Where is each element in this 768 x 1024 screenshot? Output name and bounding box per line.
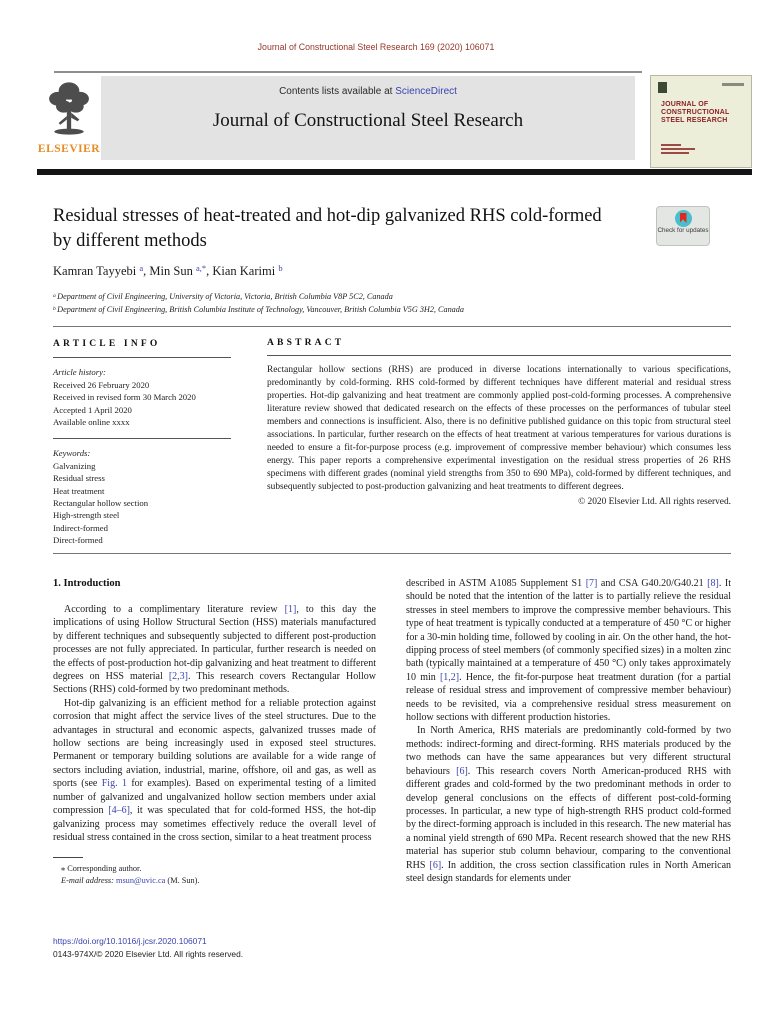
inline-link[interactable]: a,* <box>195 263 207 274</box>
affiliation <box>53 304 693 317</box>
corresponding-author-note <box>53 863 376 875</box>
text-segment: . It should be noted that the intention of the latter is to partially relieve the residual stresses in steel members to improve the compressive member behaviours. This type of heat treatment is typically conducted at a temperature of 450 °C or higher for a 30-min holding time, followed by cooling in air. On the other hand, the hot-dipping process of steel members (of commonly specified sizes) in a molten zinc bath (typically maintained at a temperature of 450 °C) only takes approximately 10 min <box>406 578 731 683</box>
sciencedirect-link[interactable]: ScienceDirect <box>395 86 457 97</box>
text-segment: . This research covers Rectangular Hollow Sections (RHS) cold-formed by two predominant methods. <box>53 671 377 696</box>
text-segment: E-mail address: <box>61 875 116 885</box>
article-info-rule <box>53 357 231 358</box>
cover-line <box>661 148 695 150</box>
inline-link[interactable]: a <box>139 263 144 274</box>
text-segment: , Min Sun <box>143 264 196 278</box>
journal-title: Journal of Constructional Steel Research <box>212 110 524 131</box>
copyright-line: © 2020 Elsevier Ltd. All rights reserved. <box>578 497 731 507</box>
paragraph <box>406 577 731 724</box>
info-section-top-rule <box>53 326 731 327</box>
text-segment: ⁎ Corresponding author. <box>61 864 142 874</box>
check-for-updates-badge[interactable] <box>656 206 710 246</box>
keywords-rule <box>53 438 231 439</box>
text-segment: In North America, RHS materials are predominantly cold-formed by two methods: indirect-forming and direct-forming. RHS materials produced by the two methods can have the same appearances but very different structural behaviours <box>406 725 731 777</box>
affiliations <box>53 291 693 317</box>
right-paragraphs <box>406 577 731 885</box>
paragraph <box>53 697 376 844</box>
cover-title: JOURNAL OF CONSTRUCTIONAL STEEL RESEARCH <box>661 101 730 124</box>
article-title: Residual stresses of heat-treated and hot-dip galvanized RHS cold-formed by different methods <box>53 206 602 251</box>
keyword-item: Rectangular hollow section <box>53 498 149 509</box>
abstract-text: Rectangular hollow sections (RHS) are produced in diverse locations internationally to various specifications, predominantly by cold-forming. RHS cold-formed by different techniques have different material and residual stress properties. Hot-dip galvanizing and heat treatment are commonly applied post-cold-forming processes. A comprehensive literature review showed that dedicated research on the effects of these processes on the performances of tubular steel members and connections is insufficient. Also, there is no definitive published guidance on this topic from structural steel associations. In particular, further research on the effects of heat treatment at various temperatures for various durations is needed to ensure a fit-for-purpose process (e.g. improvement of compressive member behaviour) which consumes less energy. This paper reports a comprehensive experimental investigation on the residual stress properties of 26 RHS specimens with different grades (nominal yield strengths from 350 to 690 MPa), cold-formed by different techniques, and subsequently subjected to post-production galvanizing and heat treatments to different degrees. <box>267 365 731 492</box>
keyword-item: Residual stress <box>53 473 105 484</box>
text-segment: . Hence, the fit-for-purpose heat treatment duration (for a partial release of residual stress and improvement of compressive member behaviour) needs to be revisited, via a comprehensive residual stress measurement on hollow sections with different production histories. <box>406 671 731 724</box>
text-segment: . This research covers North American-produced RHS with different grades and cold-formed by the two predominant methods in order to develop general conclusions on the effects of different post-cold-forming processes. In particular, a new type of high-strength RHS product cold-formed by the direct-forming approach is included in this research. The new material has a nominal yield strength of 690 MPa. Recent research showed that the new RHS material has superior stub column behaviour, comparing to the conventional RHS <box>406 765 731 871</box>
right-column <box>406 577 731 886</box>
inline-link[interactable]: Fig. 1 <box>101 778 127 790</box>
history-item: Available online xxxx <box>53 417 130 428</box>
elsevier-tree-icon <box>43 78 95 142</box>
text-segment: , it was speculated that for cold-formed HSS, the hot-dip galvanizing process may sometimes effectively reduce the overall level of residual stress contained in the cross section, similar to a heat treatment process <box>53 805 377 843</box>
inline-link[interactable]: [6] <box>429 859 442 871</box>
cover-line <box>661 144 681 146</box>
inline-link[interactable]: [8] <box>707 578 719 589</box>
text-segment: b <box>53 305 58 312</box>
authors-line <box>53 264 653 279</box>
inline-link[interactable]: b <box>278 263 283 274</box>
cover-line <box>661 152 689 154</box>
affiliation <box>53 291 693 304</box>
paragraph <box>406 724 731 885</box>
journal-citation: Journal of Constructional Steel Research 169 (2020) 106071 <box>257 42 495 52</box>
inline-link[interactable]: msun@uvic.ca <box>116 875 166 885</box>
contents-line <box>101 86 635 97</box>
info-section-bottom-rule <box>53 553 731 554</box>
body-columns <box>53 577 731 886</box>
keyword-item: Heat treatment <box>53 485 105 496</box>
bookmark-icon <box>680 213 687 223</box>
left-column <box>53 577 376 886</box>
check-updates-icon <box>675 210 692 227</box>
inline-link[interactable]: [6] <box>456 765 468 777</box>
issn-line: 0143-974X/© 2020 Elsevier Ltd. All rights reserved. <box>53 948 244 959</box>
text-segment: Department of Civil Engineering, University of Victoria, Victoria, British Columbia V8P 5C2, Canada <box>57 292 393 301</box>
cover-logo-icon <box>658 82 667 93</box>
inline-link[interactable]: [4–6] <box>108 805 130 817</box>
history-item: Accepted 1 April 2020 <box>53 404 132 415</box>
text-segment: and CSA G40.20/G40.21 <box>597 578 708 589</box>
check-updates-label: Check for updates <box>657 227 709 234</box>
inline-link[interactable]: [7] <box>585 578 598 589</box>
inline-link[interactable]: [2,3] <box>168 671 188 683</box>
article-info-column <box>53 338 231 547</box>
text-segment: , to this day the implications of using Hollow Structural Section (HSS) materials manufactured by different techniques and subsequently subjected to different post-production processes are not fully appreciated. In particular, further research is needed on the effects of post-production hot-dip galvanizing and heat treatment to different degrees on HSS material <box>53 604 376 683</box>
contents-prefix: Contents lists available at <box>279 86 396 97</box>
inline-link[interactable]: [1,2] <box>439 671 460 683</box>
article-history-list <box>53 379 231 429</box>
elsevier-logo[interactable] <box>37 76 101 172</box>
paragraph <box>53 603 376 697</box>
header-top-rule <box>54 71 642 73</box>
journal-cover-thumbnail[interactable] <box>650 75 752 168</box>
keyword-item: Direct-formed <box>53 535 103 546</box>
keyword-item: Galvanizing <box>53 460 96 471</box>
text-segment: . In addition, the cross section classification rules in North American steel design standards for elements under <box>406 859 732 884</box>
abstract-rule <box>267 355 731 356</box>
cover-editor-lines <box>661 144 695 156</box>
keyword-item: Indirect-formed <box>53 522 108 533</box>
footer <box>53 935 243 960</box>
history-item: Received in revised form 30 March 2020 <box>53 392 196 403</box>
header-black-bar <box>37 169 752 175</box>
cover-issn-mark <box>722 83 744 86</box>
left-paragraphs <box>53 603 376 844</box>
keywords-list <box>53 460 231 547</box>
footnote-rule <box>53 857 83 858</box>
keyword-item: High-strength steel <box>53 510 120 521</box>
text-segment: described in ASTM A1085 Supplement S1 <box>406 578 586 589</box>
article-info-heading: ARTICLE INFO <box>53 339 161 349</box>
text-segment: Hot-dip galvanizing is an efficient method for a reliable protection against corrosion that might affect the service lives of the steel structures. Due to the advantages in structural and economic aspects, galvanized trusses made of hollow sections are being increasingly used in exposed steel structures. Permanent or temporary building solutions are available for a wide range of sectors including aviation, industrial, marine, offshore, oil and gas, as well as sports (see <box>53 697 376 790</box>
email-note <box>53 875 376 887</box>
text-segment: (M. Sun). <box>165 875 200 885</box>
footnote <box>53 857 376 886</box>
journal-banner <box>101 76 635 160</box>
text-segment: According to a complimentary literature review <box>64 604 285 615</box>
text-segment: Kamran Tayyebi <box>53 264 140 278</box>
text-segment: a <box>53 292 58 299</box>
text-segment: , Kian Karimi <box>206 264 279 278</box>
info-abstract-section <box>53 338 731 547</box>
abstract-heading: ABSTRACT <box>267 338 345 348</box>
doi-link[interactable]: https://doi.org/10.1016/j.jcsr.2020.106071 <box>53 936 207 946</box>
section-heading-introduction: 1. Introduction <box>53 578 121 589</box>
elsevier-wordmark: ELSEVIER <box>37 143 101 155</box>
history-item: Received 26 February 2020 <box>53 379 150 390</box>
text-segment: for examples). Based on experimental testing of a limited number of galvanized and ungalvanized hollow section members under axial compression <box>53 778 376 817</box>
abstract-column <box>267 338 731 547</box>
inline-link[interactable]: [1] <box>284 604 297 615</box>
keywords-label: Keywords: <box>53 448 91 459</box>
article-history-label: Article history: <box>53 367 106 378</box>
text-segment: Department of Civil Engineering, British Columbia Institute of Technology, Vancouver, British Columbia V5G 3H2, Canada <box>57 305 464 314</box>
